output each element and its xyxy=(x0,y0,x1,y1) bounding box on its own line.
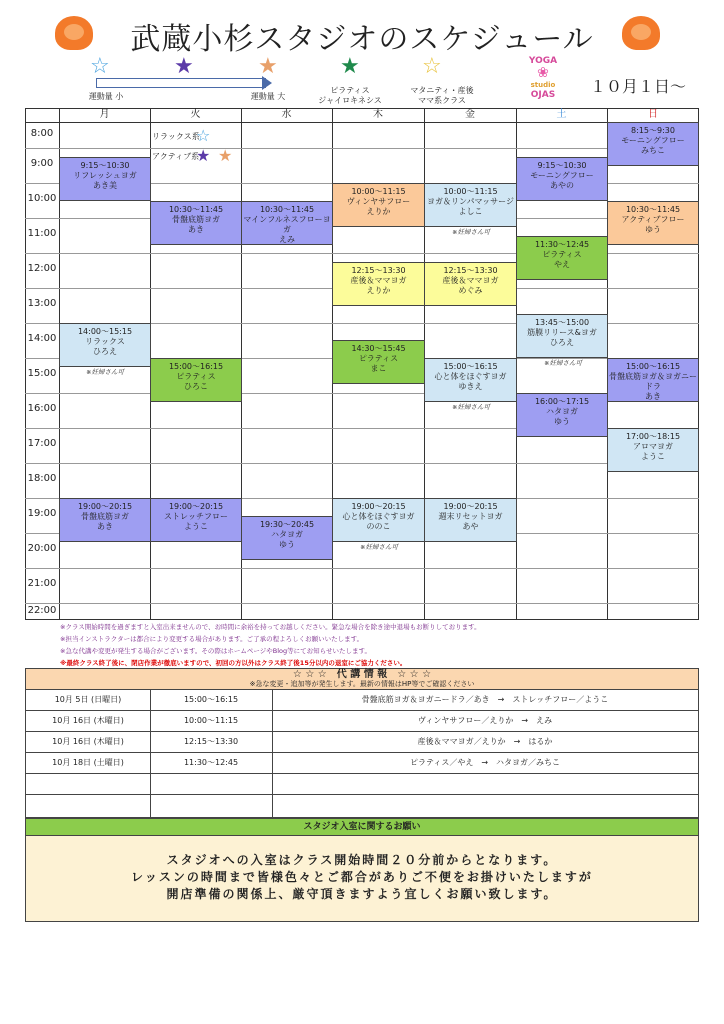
class-teacher: ゆう xyxy=(279,540,295,549)
class-block[interactable] xyxy=(424,183,517,227)
class-time: 10:00～11:15 xyxy=(443,187,498,196)
pregnant-ok-note: ※妊婦さん可 xyxy=(452,228,490,236)
class-block[interactable] xyxy=(332,262,425,306)
class-teacher: ゆきえ xyxy=(458,382,483,391)
class-time: 14:30～15:45 xyxy=(351,344,406,353)
class-block[interactable] xyxy=(424,262,517,306)
studio-logo-ojas: OJAS xyxy=(530,90,556,100)
class-block[interactable] xyxy=(332,183,425,227)
time-label: 16:00 xyxy=(27,403,57,414)
sub-time xyxy=(150,774,273,794)
legend-pilates: ピラティス ジャイロキネシス xyxy=(318,86,382,105)
class-teacher: えりか xyxy=(366,207,391,216)
sub-date: 10月 16日 (木曜日) xyxy=(26,711,151,731)
class-name: ヴィンヤサフロー xyxy=(346,197,411,206)
pregnant-ok-note: ※妊婦さん可 xyxy=(544,359,582,367)
class-block[interactable] xyxy=(607,201,699,245)
class-name: リフレッシュヨガ xyxy=(73,171,137,180)
class-block[interactable] xyxy=(516,393,608,437)
notice-line: スタジオへの入室はクラス開始時間２０分前からとなります。 xyxy=(166,853,558,867)
lotus-icon: ❀ xyxy=(537,65,549,81)
class-time: 10:00～11:15 xyxy=(351,187,406,196)
time-label: 19:00 xyxy=(27,508,57,519)
star-green-icon: ★ xyxy=(340,54,360,79)
day-header-wed: 水 xyxy=(281,109,292,120)
studio-logo xyxy=(515,56,571,100)
sub-info: ヴィンヤサフロー／えりか → えみ xyxy=(417,716,553,725)
sub-date xyxy=(26,795,151,817)
class-teacher: あき xyxy=(188,225,204,234)
footnote: ※クラス開始時間を過ぎますと入室出来ませんので、お時間に余裕を持ってお越しください。緊急な場合を除き途中退場もお断りしております。 xyxy=(60,623,481,631)
class-block[interactable] xyxy=(332,498,425,542)
grid-hline xyxy=(25,568,699,569)
day-header-fri: 金 xyxy=(465,109,475,120)
class-teacher: よしこ xyxy=(458,207,483,216)
class-time: 9:15～10:30 xyxy=(80,161,130,170)
class-block[interactable] xyxy=(150,201,242,245)
class-teacher: ゆう xyxy=(645,225,661,234)
class-name: マインフルネスフローヨガ xyxy=(243,215,331,234)
notice-line: 開店準備の関係上、厳守頂きますよう宜しくお願い致します。 xyxy=(166,887,558,901)
date-from: １０月１日～ xyxy=(590,77,687,96)
sub-time: 15:00～16:15 xyxy=(150,690,273,710)
class-time: 16:00～17:15 xyxy=(534,397,590,406)
class-name: ピラティス xyxy=(176,372,216,381)
time-label: 18:00 xyxy=(27,473,57,484)
sub-date: 10月 18日 (土曜日) xyxy=(26,753,151,773)
class-block[interactable] xyxy=(241,516,333,560)
class-block[interactable] xyxy=(516,157,608,201)
time-label: 8:00 xyxy=(30,128,54,139)
class-time: 19:00～20:15 xyxy=(443,502,498,511)
substitute-header xyxy=(25,668,699,690)
grid-header-line xyxy=(25,122,699,123)
sub-date xyxy=(26,774,151,794)
sub-info: ピラティス／やえ → ハタヨガ／みちこ xyxy=(409,758,561,767)
class-block[interactable] xyxy=(607,122,699,166)
class-block[interactable] xyxy=(59,498,151,542)
class-block[interactable] xyxy=(59,323,151,367)
class-block[interactable] xyxy=(59,157,151,201)
class-teacher: ようこ xyxy=(184,522,208,531)
day-header-tue: 火 xyxy=(190,109,201,120)
footnote: ※急な代講や変更が発生する場合がございます。その際はホームページやBlog等にてお知らせいたします。 xyxy=(60,647,371,655)
time-label: 11:00 xyxy=(27,228,57,239)
pregnant-ok-note: ※妊婦さん可 xyxy=(360,543,398,551)
studio-logo-studio: studio xyxy=(530,81,556,89)
class-time: 19:30～20:45 xyxy=(259,520,315,529)
class-teacher: ひろえ xyxy=(550,338,574,347)
legend-intensity-high: 運動量 大 xyxy=(250,92,286,101)
legend-active-label: アクティブ系 xyxy=(152,152,200,161)
class-teacher: あやの xyxy=(550,181,574,190)
class-block[interactable] xyxy=(424,498,517,542)
class-teacher: ゆう xyxy=(554,417,570,426)
class-name: 骨盤底筋ヨガ xyxy=(81,512,129,521)
grid-hline xyxy=(25,603,699,604)
time-label: 20:00 xyxy=(27,543,57,554)
class-name: ピラティス xyxy=(358,354,399,363)
sub-time xyxy=(150,795,273,817)
time-label: 9:00 xyxy=(30,158,54,169)
sub-info: 産後＆ママヨガ／えりか → はるか xyxy=(417,737,553,746)
star-yellow-icon: ☆ xyxy=(422,54,442,79)
class-name: ピラティス xyxy=(542,250,582,259)
sub-date: 10月 16日 (木曜日) xyxy=(26,732,151,752)
legend-relax-label: リラックス系 xyxy=(152,132,200,141)
sub-info xyxy=(272,774,698,794)
class-time: 15:00～16:15 xyxy=(625,362,681,371)
class-teacher: ようこ xyxy=(641,452,665,461)
studio-logo-yoga: YOGA xyxy=(528,56,558,66)
star-orange-icon: ★ xyxy=(258,54,278,79)
footnote: ※最終クラス終了後に、閉店作業が徹底いますので、初回の方以外はクラス終了後15分以内の退室にご協力ください。 xyxy=(60,659,407,667)
class-time: 19:00～20:15 xyxy=(77,502,133,511)
day-header-mon: 月 xyxy=(99,109,110,120)
sub-time: 12:15～13:30 xyxy=(150,732,273,752)
class-name: 産後＆ママヨガ xyxy=(442,276,499,285)
day-header-sun: 日 xyxy=(648,109,658,120)
class-teacher: あき xyxy=(645,392,661,401)
time-label: 14:00 xyxy=(27,333,57,344)
substitute-row xyxy=(25,753,699,774)
class-teacher: ひろこ xyxy=(184,382,208,391)
class-name: モーニングフロー xyxy=(621,136,685,145)
class-time: 10:30～11:45 xyxy=(625,205,681,214)
day-header-thu: 木 xyxy=(373,109,383,120)
class-time: 11:30～12:45 xyxy=(534,240,590,249)
page-title: 武蔵小杉スタジオのスケジュール xyxy=(130,22,594,57)
class-teacher: めぐみ xyxy=(458,286,483,295)
class-time: 15:00～16:15 xyxy=(168,362,224,371)
time-label: 15:00 xyxy=(27,368,57,379)
grid-hline xyxy=(25,463,699,464)
class-name: モーニングフロー xyxy=(530,171,594,180)
class-teacher: ののこ xyxy=(366,522,391,531)
class-block[interactable] xyxy=(607,428,699,472)
class-teacher: あや xyxy=(462,522,479,531)
class-name: アロマヨガ xyxy=(633,442,673,451)
class-teacher: あき xyxy=(97,522,113,531)
class-time: 12:15～13:30 xyxy=(351,266,406,275)
class-time: 12:15～13:30 xyxy=(443,266,498,275)
substitute-row xyxy=(25,711,699,732)
time-label: 10:00 xyxy=(27,193,57,204)
time-label: 17:00 xyxy=(27,438,57,449)
star-purple-icon: ★ xyxy=(196,146,211,165)
class-name: 骨盤底筋ヨガ xyxy=(172,215,220,224)
class-name: ハタヨガ xyxy=(546,407,578,416)
day-header-sat: 土 xyxy=(556,109,567,120)
time-label: 22:00 xyxy=(27,605,57,616)
footnote: ※担当インストラクターは都合により変更する場合があります。ご了承の程よろしくお願いいたします。 xyxy=(60,635,364,643)
substitute-row xyxy=(25,795,699,818)
sub-time: 10:00～11:15 xyxy=(150,711,273,731)
class-time: 13:45～15:00 xyxy=(534,318,590,327)
class-name: 骨盤底筋ヨガ＆ヨガニードラ xyxy=(609,372,697,391)
class-block[interactable] xyxy=(332,340,425,384)
class-time: 17:00～18:15 xyxy=(625,432,681,441)
star-purple-icon: ★ xyxy=(174,54,194,79)
substitute-subtitle: ※急な変更・追加等が発生します。最新の情報はHP等でご確認ください xyxy=(249,680,475,688)
class-block[interactable] xyxy=(424,358,517,402)
class-block[interactable] xyxy=(241,201,333,245)
substitute-row xyxy=(25,690,699,711)
class-time: 9:15～10:30 xyxy=(537,161,587,170)
class-name: 心と体をほぐすヨガ xyxy=(434,372,507,381)
star-blue-icon: ☆ xyxy=(90,54,110,79)
class-block[interactable] xyxy=(516,236,608,280)
class-block[interactable] xyxy=(150,498,242,542)
class-time: 8:15～9:30 xyxy=(631,126,675,135)
notice-body xyxy=(25,836,699,922)
pregnant-ok-note: ※妊婦さん可 xyxy=(452,403,490,411)
star-orange-icon: ★ xyxy=(218,146,233,165)
grid-hline xyxy=(25,148,699,149)
class-teacher: ひろえ xyxy=(93,347,117,356)
sub-info: 骨盤底筋ヨガ＆ヨガニードラ／あき → ストレッチフロー／ようこ xyxy=(361,695,609,704)
class-teacher: まこ xyxy=(370,364,387,373)
substitute-row xyxy=(25,732,699,753)
class-name: 産後＆ママヨガ xyxy=(350,276,407,285)
class-name: リラックス xyxy=(85,337,125,346)
class-name: 心と体をほぐすヨガ xyxy=(342,512,415,521)
class-teacher: えりか xyxy=(366,286,391,295)
class-time: 19:00～20:15 xyxy=(168,502,224,511)
time-label: 13:00 xyxy=(27,298,57,309)
substitute-row xyxy=(25,774,699,795)
arrow-head-icon xyxy=(262,76,272,90)
sub-date: 10月 5日 (日曜日) xyxy=(26,690,151,710)
class-teacher: みちこ xyxy=(641,146,665,155)
class-block[interactable] xyxy=(516,314,608,358)
star-blue-icon: ☆ xyxy=(196,126,211,145)
class-name: ヨガ＆リンパマッサージ xyxy=(427,197,514,206)
class-block[interactable] xyxy=(150,358,242,402)
class-name: 週末リセットヨガ xyxy=(438,512,503,521)
class-time: 14:00～15:15 xyxy=(77,327,133,336)
pregnant-ok-note: ※妊婦さん可 xyxy=(86,368,124,376)
time-label: 12:00 xyxy=(27,263,57,274)
legend-maternity: マタニティ・産後 ママ系クラス xyxy=(410,86,474,105)
intensity-arrow xyxy=(96,78,266,88)
class-teacher: あき美 xyxy=(93,181,117,190)
class-name: ストレッチフロー xyxy=(164,512,228,521)
class-teacher: えみ xyxy=(279,235,295,244)
class-time: 19:00～20:15 xyxy=(351,502,406,511)
class-time: 10:30～11:45 xyxy=(259,205,315,214)
substitute-title: ☆ ☆ ☆ 代 講 情 報 ☆ ☆ ☆ xyxy=(292,669,432,680)
sub-info xyxy=(272,795,698,815)
sub-time: 11:30～12:45 xyxy=(150,753,273,773)
class-name: 筋膜リリース&ヨガ xyxy=(527,328,597,337)
class-time: 10:30～11:45 xyxy=(168,205,224,214)
notice-line: レッスンの時間まで皆様色々とご都合がありご不便をお掛けいたしますが xyxy=(131,870,593,884)
legend-intensity-low: 運動量 小 xyxy=(88,92,124,101)
notice-title: スタジオ入室に関するお願い xyxy=(25,818,699,836)
class-name: アクティブフロー xyxy=(621,215,685,224)
class-teacher: やえ xyxy=(554,260,570,269)
class-name: ハタヨガ xyxy=(271,530,303,539)
class-block[interactable] xyxy=(607,358,699,402)
class-time: 15:00～16:15 xyxy=(443,362,498,371)
time-label: 21:00 xyxy=(27,578,57,589)
